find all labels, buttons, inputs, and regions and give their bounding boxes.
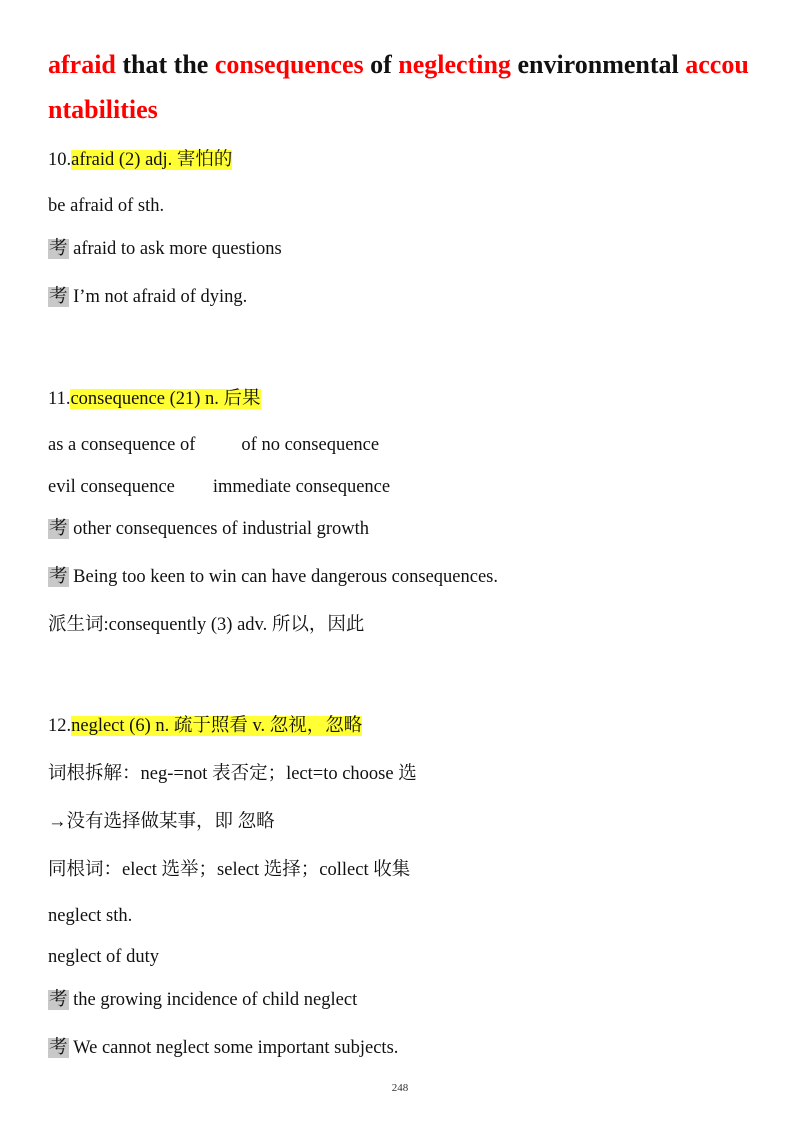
exam-mark: 考 [49,287,68,307]
title-text: of [363,50,399,79]
title-word-neglecting: neglecting [398,50,511,79]
entry-10-example-2 [48,284,247,310]
exam-mark: 考 [49,239,68,259]
phrase: as a consequence of [48,435,196,455]
exam-mark: 考 [49,567,68,587]
exam-mark: 考 [49,1038,68,1058]
title-text: that the [115,50,215,79]
entry-number: 10. [48,150,72,170]
title-word-afraid: afraid [48,50,116,79]
entry-11-example-1 [48,516,369,542]
example-text: afraid to ask more questions [73,239,282,259]
entry-12-example-1 [48,987,357,1013]
entry-11-heading [48,386,261,412]
entry-12-root-analysis: 词根拆解：neg-=not 表否定；lect=to choose 选 [48,764,417,784]
phrase: immediate consequence [212,477,391,497]
entry-12-phrase-1: neglect sth. [48,906,133,926]
example-text: the growing incidence of child neglect [73,990,358,1010]
title-word-consequences: consequences [214,50,364,79]
entry-12-heading [48,713,362,739]
entry-number: 11. [48,389,71,409]
entry-12-cognates: 同根词：elect 选举；select 选择；collect 收集 [48,860,411,880]
entry-headword: consequence (21) n. 后果 [70,389,261,409]
exam-mark: 考 [49,990,68,1010]
phrase: evil consequence [48,477,175,497]
entry-12-phrase-2: neglect of duty [48,947,159,967]
document-page [48,0,760,1132]
page-title [48,42,760,132]
entry-11-example-2 [48,564,498,590]
entry-11-derived-word: 派生词:consequently (3) adv. 所以，因此 [48,615,365,635]
page-number: 248 [391,1082,409,1094]
title-word-accountabilities: accountabilities [48,50,749,124]
entry-10-example-1 [48,236,282,262]
example-text: We cannot neglect some important subjects. [73,1038,399,1058]
phrase: of no consequence [241,435,380,455]
entry-11-phrases-row-1 [48,432,379,458]
entry-headword: neglect (6) n. 疏于照看 v. 忽视，忽略 [71,716,363,736]
example-text: other consequences of industrial growth [73,519,370,539]
exam-mark: 考 [49,519,68,539]
example-text: Being too keen to win can have dangerous consequences. [73,567,498,587]
example-text: I’m not afraid of dying. [73,287,248,307]
entry-12-meaning: →没有选择做某事，即 忽略 [48,812,275,832]
entry-headword: afraid (2) adj. 害怕的 [71,150,233,170]
entry-10-heading [48,147,232,173]
entry-11-phrases-row-2 [48,474,390,500]
entry-number: 12. [48,716,72,736]
title-text: environmental [510,50,686,79]
entry-12-example-2 [48,1035,398,1061]
entry-10-phrase: be afraid of sth. [48,196,165,216]
